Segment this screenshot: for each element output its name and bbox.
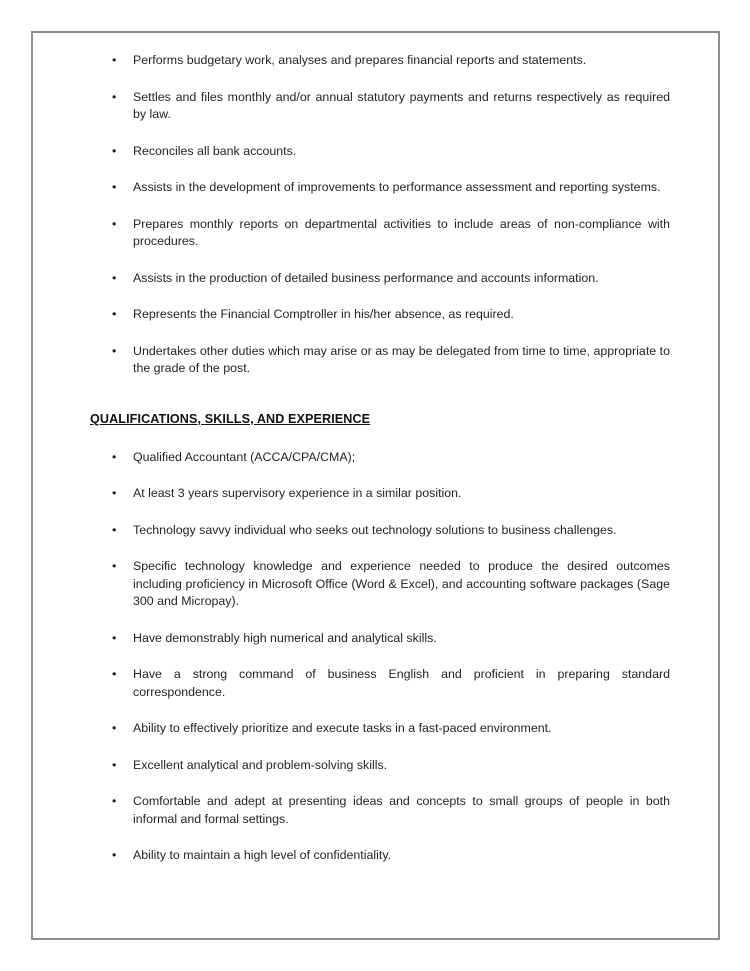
list-item-text: Undertakes other duties which may arise or as may be delegated from time to time, appropriate to the grade of the post. bbox=[133, 343, 670, 375]
list-item bbox=[90, 558, 670, 611]
list-item bbox=[90, 720, 670, 738]
list-item bbox=[90, 270, 670, 288]
document-body bbox=[90, 52, 670, 865]
section-spacer bbox=[90, 378, 670, 411]
qualifications-bullet-list bbox=[90, 449, 670, 865]
bullet-icon: • bbox=[112, 848, 117, 862]
bullet-icon: • bbox=[112, 307, 117, 321]
bullet-icon: • bbox=[112, 630, 117, 645]
bullet-icon: • bbox=[112, 794, 117, 808]
list-item-text: Performs budgetary work, analyses and prepares financial reports and statements. bbox=[133, 53, 587, 67]
list-item bbox=[90, 449, 670, 467]
list-item-text: Prepares monthly reports on departmental activities to include areas of non-compliance with procedures. bbox=[133, 216, 670, 248]
list-item-text: Represents the Financial Comptroller in his/her absence, as required. bbox=[133, 307, 514, 321]
list-item bbox=[90, 630, 670, 648]
list-item-text: Comfortable and adept at presenting ideas and concepts to small groups of people in both informal and formal settings. bbox=[133, 794, 670, 826]
list-item bbox=[90, 143, 670, 161]
list-item-text: Specific technology knowledge and experience needed to produce the desired outcomes including proficiency in Microsoft Office (Word & Excel), and accounting software packages (Sage 300 and Micropay). bbox=[133, 559, 670, 608]
list-item-text: Assists in the development of improvements to performance assessment and reporting systems. bbox=[133, 180, 661, 194]
list-item bbox=[90, 89, 670, 124]
list-item-text: At least 3 years supervisory experience in a similar position. bbox=[133, 486, 462, 500]
bullet-icon: • bbox=[112, 143, 117, 158]
bullet-icon: • bbox=[112, 721, 117, 735]
document-page bbox=[31, 31, 720, 940]
bullet-icon: • bbox=[112, 89, 117, 104]
bullet-icon: • bbox=[112, 757, 117, 772]
list-item-text: Excellent analytical and problem-solving skills. bbox=[133, 757, 388, 772]
list-item-text: Settles and files monthly and/or annual statutory payments and returns respectively as required by law. bbox=[133, 89, 670, 121]
list-item-text: Ability to effectively prioritize and execute tasks in a fast-paced environment. bbox=[133, 721, 552, 735]
list-item-text: Have a strong command of business English and proficient in preparing standard correspondence. bbox=[133, 667, 670, 699]
bullet-icon: • bbox=[112, 270, 117, 285]
bullet-icon: • bbox=[112, 216, 117, 231]
duties-bullet-list bbox=[90, 52, 670, 378]
list-item bbox=[90, 216, 670, 251]
bullet-icon: • bbox=[112, 343, 117, 358]
bullet-icon: • bbox=[112, 522, 117, 537]
list-item-text: Ability to maintain a high level of confidentiality. bbox=[133, 848, 392, 862]
list-item bbox=[90, 52, 670, 70]
bullet-icon: • bbox=[112, 667, 117, 681]
list-item-text: Reconciles all bank accounts. bbox=[133, 143, 297, 158]
list-item bbox=[90, 522, 670, 540]
list-item-text: Technology savvy individual who seeks out technology solutions to business challenges. bbox=[133, 522, 617, 537]
bullet-icon: • bbox=[112, 559, 117, 573]
list-item bbox=[90, 666, 670, 701]
list-item-text: Have demonstrably high numerical and analytical skills. bbox=[133, 630, 437, 645]
list-item bbox=[90, 306, 670, 324]
list-item-text: Qualified Accountant (ACCA/CPA/CMA); bbox=[133, 449, 356, 464]
heading-spacer bbox=[90, 428, 670, 449]
list-item bbox=[90, 757, 670, 775]
bullet-icon: • bbox=[112, 180, 117, 194]
list-item bbox=[90, 847, 670, 865]
bullet-icon: • bbox=[112, 486, 117, 500]
list-item bbox=[90, 485, 670, 503]
section-heading-qualifications: QUALIFICATIONS, SKILLS, AND EXPERIENCE bbox=[90, 411, 371, 426]
list-item-text: Assists in the production of detailed business performance and accounts information. bbox=[133, 270, 599, 285]
bullet-icon: • bbox=[112, 449, 117, 464]
bullet-icon: • bbox=[112, 53, 117, 67]
list-item bbox=[90, 179, 670, 197]
list-item bbox=[90, 343, 670, 378]
list-item bbox=[90, 793, 670, 828]
